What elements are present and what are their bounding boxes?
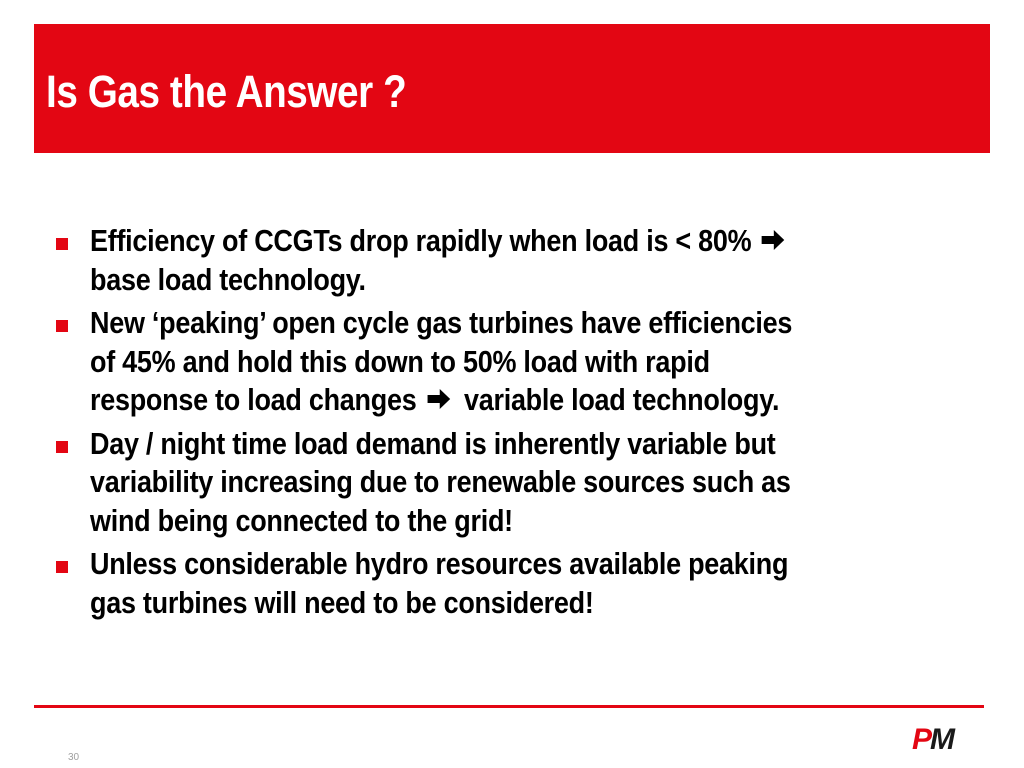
bullet-line	[90, 304, 960, 343]
bullet-text	[90, 304, 960, 420]
title-banner	[34, 24, 990, 153]
bullet-line	[90, 381, 960, 420]
right-arrow-icon	[425, 387, 451, 411]
logo-letter-m: M	[930, 723, 954, 756]
bullet-line-text: wind being connected to the grid!	[90, 502, 513, 538]
bullet-square-icon	[56, 561, 68, 573]
bullet-square-icon	[56, 441, 68, 453]
bullet-text	[90, 425, 960, 541]
bullet-square-icon	[56, 320, 68, 332]
bullet-line	[90, 261, 960, 300]
bullet-line-text: of 45% and hold this down to 50% load with rapid	[90, 343, 710, 379]
bullet-item	[52, 304, 972, 420]
bullet-line-text: Efficiency of CCGTs drop rapidly when load is < 80%	[90, 223, 752, 258]
bullet-list	[52, 222, 972, 627]
bullet-item	[52, 222, 972, 299]
bullet-item	[52, 545, 972, 622]
bullet-line	[90, 222, 960, 261]
bullet-square-icon	[56, 238, 68, 250]
bullet-line-text: response to load changes	[90, 382, 417, 417]
bullet-line	[90, 502, 960, 541]
bullet-text	[90, 222, 960, 299]
right-arrow-icon	[760, 228, 786, 252]
bullet-line-text: gas turbines will need to be considered!	[90, 584, 594, 620]
pm-logo	[912, 723, 978, 756]
bullet-line-text-after: variable load technology.	[464, 382, 780, 417]
bullet-line	[90, 584, 960, 623]
bullet-line-text: base load technology.	[90, 261, 366, 297]
bullet-line	[90, 343, 960, 382]
bullet-line-text: New ‘peaking’ open cycle gas turbines have efficiencies	[90, 305, 793, 340]
page-number: 30	[68, 752, 80, 763]
logo-mark	[912, 723, 978, 756]
bullet-text	[90, 545, 960, 622]
slide-title: Is Gas the Answer ?	[46, 66, 407, 117]
bullet-item	[52, 425, 972, 541]
bullet-line	[90, 425, 960, 464]
bullet-line	[90, 545, 960, 584]
logo-letter-p: P	[912, 723, 931, 756]
bullet-line-text: variability increasing due to renewable sources such as	[90, 464, 791, 499]
bullet-line-text: Unless considerable hydro resources available peaking	[90, 546, 789, 581]
footer-divider	[34, 705, 984, 708]
bullet-line	[90, 463, 960, 502]
bullet-line-text: Day / night time load demand is inherently variable but	[90, 425, 776, 461]
